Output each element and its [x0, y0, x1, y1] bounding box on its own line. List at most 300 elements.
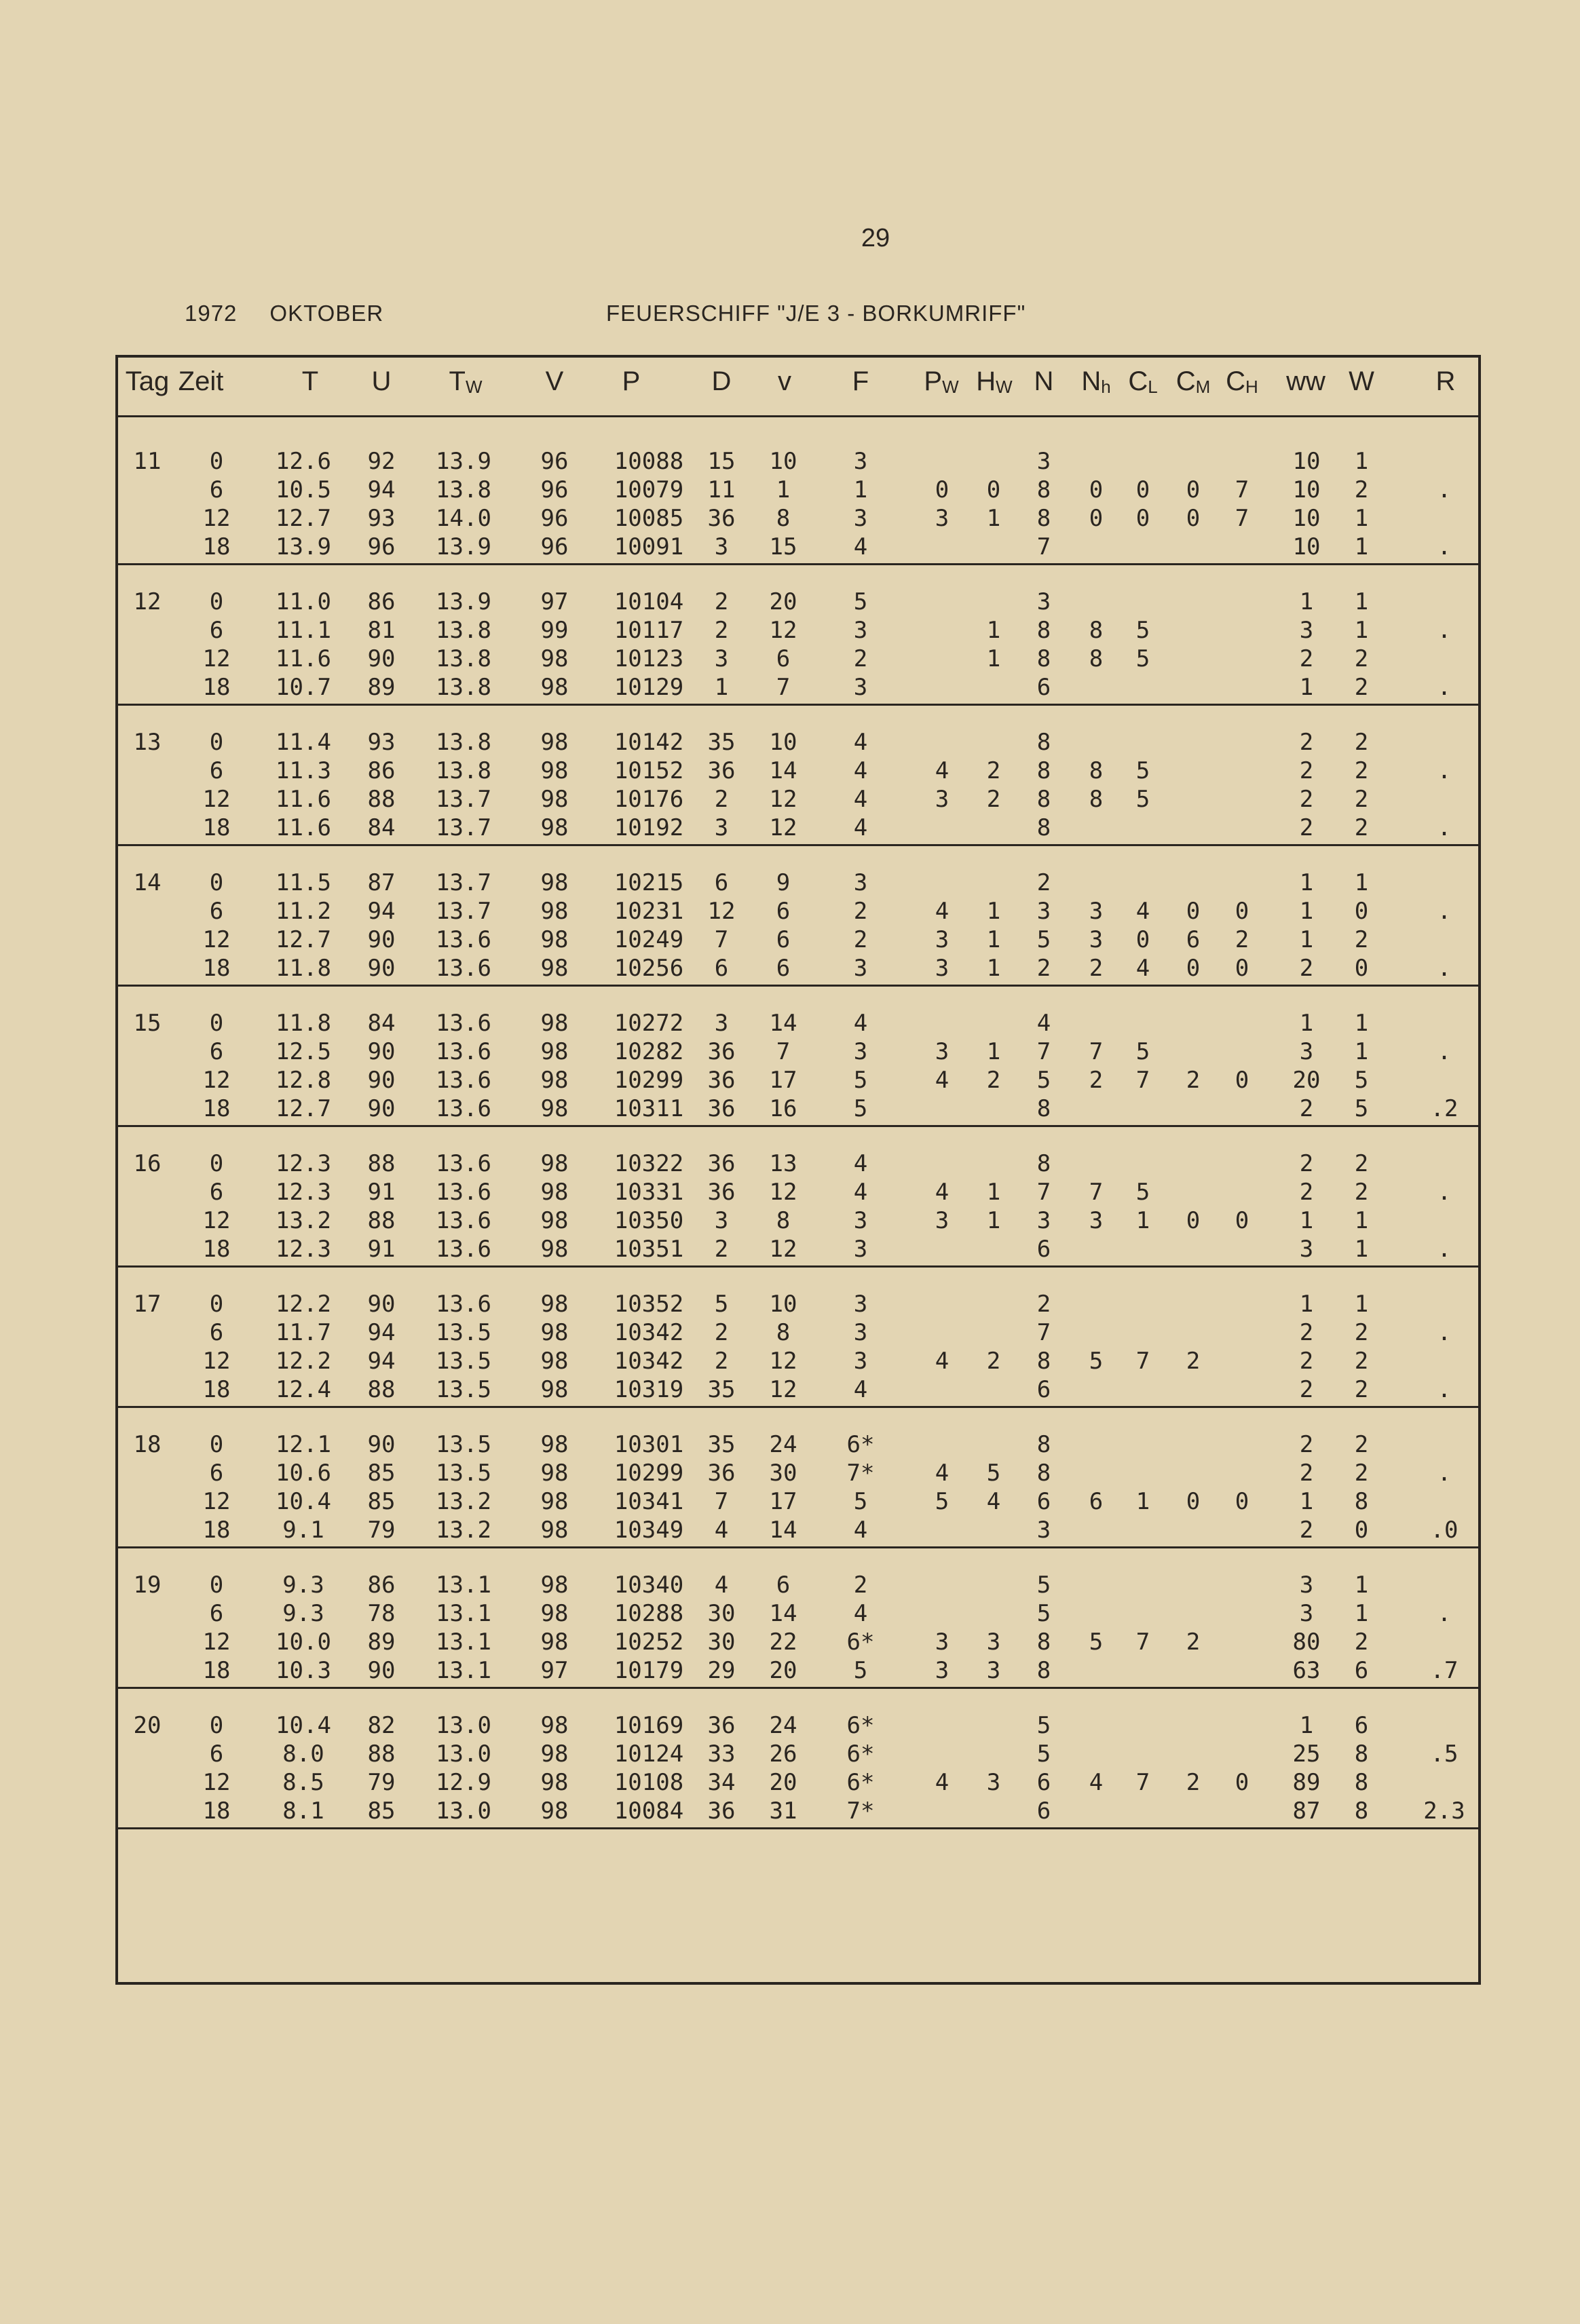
cell-zeit: 18 [202, 1236, 231, 1263]
cell-v: 99 [540, 617, 569, 644]
cell-zeit: 18 [202, 674, 231, 701]
cell-w: 5 [1354, 1067, 1369, 1094]
cell-cm: 2 [1186, 1348, 1201, 1375]
cell-t: 8.1 [282, 1797, 324, 1825]
day-divider [118, 1687, 1478, 1689]
day-divider [118, 1265, 1478, 1268]
cell-v: 13 [769, 1150, 797, 1177]
cell-f: 6* [846, 1712, 875, 1739]
cell-w: 2 [1354, 729, 1369, 756]
table-row [115, 533, 1481, 562]
cell-w: 6 [1354, 1712, 1369, 1739]
cell-nh: 6 [1089, 1488, 1104, 1515]
cell-ww: 2 [1299, 645, 1314, 672]
cell-v: 6 [776, 645, 791, 672]
cell-w: 2 [1354, 814, 1369, 841]
cell-ww: 2 [1299, 1348, 1314, 1375]
cell-tw: 13.6 [436, 1038, 491, 1065]
cell-w: 1 [1354, 588, 1369, 615]
table-row [115, 814, 1481, 843]
cell-v: 14 [769, 1517, 797, 1544]
cell-cl: 0 [1135, 505, 1150, 532]
cell-hw: 2 [986, 1348, 1001, 1375]
cell-v: 98 [540, 1460, 569, 1487]
table-row [115, 1348, 1481, 1376]
cell-tw: 13.8 [436, 617, 491, 644]
cell-v: 17 [769, 1488, 797, 1515]
cell-p: 10129 [614, 674, 684, 701]
cell-w: 2 [1354, 757, 1369, 784]
cell-p: 10322 [614, 1150, 684, 1177]
cell-v: 98 [540, 1600, 569, 1627]
cell-n: 7 [1036, 533, 1051, 560]
cell-cl: 7 [1135, 1769, 1150, 1796]
cell-p: 10085 [614, 505, 684, 532]
cell-hw: 4 [986, 1488, 1001, 1515]
day-number: 12 [133, 588, 162, 615]
cell-nh: 0 [1089, 476, 1104, 503]
cell-tw: 13.8 [436, 729, 491, 756]
cell-r: .0 [1430, 1517, 1459, 1544]
cell-pw: 5 [935, 1488, 949, 1515]
cell-ww: 1 [1299, 1712, 1314, 1739]
cell-zeit: 0 [209, 588, 224, 615]
cell-nh: 2 [1089, 1067, 1104, 1094]
cell-u: 86 [367, 757, 396, 784]
cell-cl: 7 [1135, 1628, 1150, 1656]
cell-d: 36 [707, 1460, 736, 1487]
cell-cl: 7 [1135, 1067, 1150, 1094]
cell-n: 3 [1036, 448, 1051, 475]
day-number: 18 [133, 1431, 162, 1458]
cell-v: 98 [540, 1207, 569, 1234]
cell-t: 9.3 [282, 1600, 324, 1627]
cell-ww: 10 [1292, 505, 1321, 532]
day-divider [118, 1125, 1478, 1127]
cell-v: 98 [540, 1517, 569, 1544]
cell-w: 1 [1354, 448, 1369, 475]
cell-d: 36 [707, 1095, 736, 1122]
cell-v: 96 [540, 533, 569, 560]
cell-d: 33 [707, 1740, 736, 1768]
header-divider [118, 415, 1478, 417]
cell-zeit: 12 [202, 645, 231, 672]
cell-v: 98 [540, 1179, 569, 1206]
cell-u: 91 [367, 1236, 396, 1263]
cell-u: 88 [367, 1740, 396, 1768]
cell-w: 1 [1354, 1600, 1369, 1627]
cell-v: 98 [540, 1571, 569, 1599]
cell-n: 6 [1036, 674, 1051, 701]
cell-f: 6* [846, 1628, 875, 1656]
cell-d: 34 [707, 1769, 736, 1796]
cell-u: 90 [367, 955, 396, 982]
cell-n: 5 [1036, 1740, 1051, 1768]
cell-ww: 2 [1299, 955, 1314, 982]
cell-w: 8 [1354, 1797, 1369, 1825]
table-row [115, 1038, 1481, 1067]
cell-u: 90 [367, 1095, 396, 1122]
cell-zeit: 18 [202, 1657, 231, 1684]
cell-n: 8 [1036, 1460, 1051, 1487]
column-header-tag: Tag [125, 366, 170, 396]
cell-d: 2 [714, 1319, 729, 1346]
cell-tw: 13.7 [436, 869, 491, 896]
day-divider [118, 704, 1478, 706]
cell-zeit: 0 [209, 869, 224, 896]
table-row [115, 674, 1481, 702]
cell-r: . [1437, 674, 1452, 701]
cell-t: 8.0 [282, 1740, 324, 1768]
cell-ww: 3 [1299, 1038, 1314, 1065]
cell-tw: 13.6 [436, 955, 491, 982]
cell-w: 5 [1354, 1095, 1369, 1122]
column-header-row [115, 366, 1481, 414]
cell-ww: 2 [1299, 786, 1314, 813]
cell-p: 10272 [614, 1010, 684, 1037]
cell-zeit: 18 [202, 1517, 231, 1544]
cell-w: 6 [1354, 1657, 1369, 1684]
cell-n: 5 [1036, 1712, 1051, 1739]
cell-n: 6 [1036, 1236, 1051, 1263]
cell-zeit: 12 [202, 1067, 231, 1094]
cell-w: 0 [1354, 898, 1369, 925]
cell-cm: 0 [1186, 898, 1201, 925]
cell-d: 36 [707, 1797, 736, 1825]
column-header-n: N [1034, 366, 1054, 396]
cell-cm: 2 [1186, 1628, 1201, 1656]
cell-tw: 13.1 [436, 1571, 491, 1599]
cell-p: 10299 [614, 1460, 684, 1487]
cell-p: 10117 [614, 617, 684, 644]
cell-t: 9.1 [282, 1517, 324, 1544]
table-row [115, 1095, 1481, 1124]
cell-t: 11.4 [276, 729, 331, 756]
cell-v: 10 [769, 1291, 797, 1318]
cell-v: 14 [769, 757, 797, 784]
cell-ww: 87 [1292, 1797, 1321, 1825]
cell-w: 1 [1354, 1571, 1369, 1599]
cell-t: 11.6 [276, 645, 331, 672]
cell-d: 30 [707, 1600, 736, 1627]
cell-f: 5 [853, 1657, 868, 1684]
cell-hw: 1 [986, 505, 1001, 532]
cell-hw: 3 [986, 1628, 1001, 1656]
cell-f: 1 [853, 476, 868, 503]
cell-p: 10124 [614, 1740, 684, 1768]
cell-pw: 3 [935, 505, 949, 532]
column-header-ww: ww [1286, 366, 1325, 396]
cell-zeit: 6 [209, 476, 224, 503]
cell-u: 82 [367, 1712, 396, 1739]
cell-v: 15 [769, 533, 797, 560]
cell-n: 6 [1036, 1797, 1051, 1825]
cell-f: 2 [853, 898, 868, 925]
cell-zeit: 6 [209, 617, 224, 644]
cell-n: 5 [1036, 1067, 1051, 1094]
cell-v: 98 [540, 1010, 569, 1037]
cell-nh: 2 [1089, 955, 1104, 982]
column-header-d: D [711, 366, 732, 396]
cell-p: 10331 [614, 1179, 684, 1206]
cell-tw: 13.6 [436, 926, 491, 953]
cell-zeit: 12 [202, 1628, 231, 1656]
cell-d: 2 [714, 617, 729, 644]
cell-v: 6 [776, 926, 791, 953]
cell-cl: 5 [1135, 1179, 1150, 1206]
cell-v: 6 [776, 1571, 791, 1599]
cell-tw: 13.6 [436, 1067, 491, 1094]
table-row [115, 1488, 1481, 1517]
cell-zeit: 0 [209, 1150, 224, 1177]
cell-u: 90 [367, 1291, 396, 1318]
cell-t: 11.3 [276, 757, 331, 784]
day-number: 11 [133, 448, 162, 475]
cell-p: 10350 [614, 1207, 684, 1234]
cell-d: 4 [714, 1517, 729, 1544]
cell-d: 35 [707, 1431, 736, 1458]
cell-cl: 4 [1135, 955, 1150, 982]
column-header-t: T [301, 366, 319, 396]
day-divider [118, 844, 1478, 846]
cell-ch: 0 [1235, 1488, 1249, 1515]
cell-f: 4 [853, 1010, 868, 1037]
cell-v: 8 [776, 1207, 791, 1234]
cell-zeit: 18 [202, 955, 231, 982]
cell-ww: 1 [1299, 898, 1314, 925]
cell-nh: 4 [1089, 1769, 1104, 1796]
cell-v: 98 [540, 1740, 569, 1768]
cell-cl: 4 [1135, 898, 1150, 925]
column-header-cm: $C_M$ [1175, 366, 1211, 397]
cell-zeit: 6 [209, 1460, 224, 1487]
cell-hw: 2 [986, 757, 1001, 784]
cell-v: 98 [540, 1236, 569, 1263]
cell-f: 3 [853, 955, 868, 982]
cell-u: 91 [367, 1179, 396, 1206]
cell-pw: 4 [935, 1769, 949, 1796]
cell-p: 10341 [614, 1488, 684, 1515]
cell-ww: 1 [1299, 1010, 1314, 1037]
cell-u: 90 [367, 645, 396, 672]
cell-v: 7 [776, 1038, 791, 1065]
cell-w: 8 [1354, 1740, 1369, 1768]
cell-u: 90 [367, 1657, 396, 1684]
cell-tw: 13.6 [436, 1095, 491, 1122]
cell-cl: 1 [1135, 1207, 1150, 1234]
cell-nh: 8 [1089, 617, 1104, 644]
cell-v: 20 [769, 1769, 797, 1796]
cell-t: 12.7 [276, 1095, 331, 1122]
cell-w: 2 [1354, 1628, 1369, 1656]
cell-w: 2 [1354, 1376, 1369, 1403]
cell-p: 10079 [614, 476, 684, 503]
cell-r: . [1437, 1460, 1452, 1487]
table-row [115, 898, 1481, 926]
cell-w: 2 [1354, 476, 1369, 503]
cell-v: 8 [776, 505, 791, 532]
table-row [115, 617, 1481, 645]
cell-hw: 1 [986, 1179, 1001, 1206]
cell-cm: 2 [1186, 1067, 1201, 1094]
cell-u: 79 [367, 1517, 396, 1544]
table-row [115, 1657, 1481, 1685]
cell-v: 98 [540, 1376, 569, 1403]
cell-p: 10179 [614, 1657, 684, 1684]
table-row [115, 1600, 1481, 1628]
cell-v: 12 [769, 814, 797, 841]
table-row [115, 505, 1481, 533]
cell-d: 36 [707, 757, 736, 784]
cell-zeit: 6 [209, 1600, 224, 1627]
cell-v: 16 [769, 1095, 797, 1122]
cell-w: 1 [1354, 1291, 1369, 1318]
cell-w: 1 [1354, 617, 1369, 644]
cell-d: 36 [707, 1067, 736, 1094]
cell-t: 9.3 [282, 1571, 324, 1599]
header-date [185, 301, 383, 326]
cell-t: 10.3 [276, 1657, 331, 1684]
cell-nh: 8 [1089, 645, 1104, 672]
cell-d: 2 [714, 588, 729, 615]
cell-u: 84 [367, 1010, 396, 1037]
cell-tw: 13.5 [436, 1348, 491, 1375]
cell-t: 12.3 [276, 1179, 331, 1206]
cell-f: 6* [846, 1431, 875, 1458]
cell-w: 2 [1354, 1150, 1369, 1177]
day-divider [118, 1546, 1478, 1548]
cell-nh: 3 [1089, 926, 1104, 953]
cell-d: 6 [714, 955, 729, 982]
cell-d: 3 [714, 1207, 729, 1234]
cell-tw: 13.2 [436, 1517, 491, 1544]
cell-v: 98 [540, 786, 569, 813]
cell-ww: 2 [1299, 1376, 1314, 1403]
column-header-zeit: Zeit [178, 366, 224, 396]
table-row [115, 786, 1481, 814]
cell-ww: 1 [1299, 869, 1314, 896]
cell-v: 98 [540, 1095, 569, 1122]
cell-t: 12.7 [276, 926, 331, 953]
cell-v: 98 [540, 729, 569, 756]
cell-u: 88 [367, 1150, 396, 1177]
table-row [115, 1517, 1481, 1545]
day-divider [118, 985, 1478, 987]
cell-nh: 8 [1089, 757, 1104, 784]
cell-u: 93 [367, 729, 396, 756]
cell-zeit: 6 [209, 898, 224, 925]
cell-t: 13.9 [276, 533, 331, 560]
cell-tw: 13.5 [436, 1431, 491, 1458]
cell-ww: 89 [1292, 1769, 1321, 1796]
cell-r: . [1437, 1376, 1452, 1403]
cell-w: 2 [1354, 786, 1369, 813]
cell-u: 90 [367, 1431, 396, 1458]
cell-hw: 3 [986, 1769, 1001, 1796]
cell-ww: 2 [1299, 757, 1314, 784]
cell-d: 3 [714, 533, 729, 560]
cell-d: 2 [714, 1348, 729, 1375]
cell-n: 2 [1036, 869, 1051, 896]
cell-r: . [1437, 814, 1452, 841]
cell-r: . [1437, 1179, 1452, 1206]
cell-tw: 13.0 [436, 1740, 491, 1768]
cell-p: 10249 [614, 926, 684, 953]
cell-f: 4 [853, 1600, 868, 1627]
cell-p: 10091 [614, 533, 684, 560]
cell-tw: 13.6 [436, 1150, 491, 1177]
cell-r: .2 [1430, 1095, 1459, 1122]
cell-r: . [1437, 617, 1452, 644]
cell-t: 12.4 [276, 1376, 331, 1403]
cell-f: 3 [853, 1319, 868, 1346]
cell-f: 3 [853, 1348, 868, 1375]
cell-pw: 3 [935, 926, 949, 953]
table-row [115, 955, 1481, 983]
cell-w: 8 [1354, 1769, 1369, 1796]
cell-zeit: 0 [209, 448, 224, 475]
cell-zeit: 18 [202, 1376, 231, 1403]
table-row [115, 588, 1481, 617]
cell-ww: 2 [1299, 1150, 1314, 1177]
cell-tw: 13.8 [436, 674, 491, 701]
cell-v: 98 [540, 1431, 569, 1458]
cell-w: 8 [1354, 1488, 1369, 1515]
cell-ww: 63 [1292, 1657, 1321, 1684]
cell-u: 87 [367, 869, 396, 896]
cell-d: 15 [707, 448, 736, 475]
cell-f: 4 [853, 729, 868, 756]
cell-t: 11.7 [276, 1319, 331, 1346]
cell-pw: 0 [935, 476, 949, 503]
cell-n: 8 [1036, 1348, 1051, 1375]
cell-nh: 3 [1089, 898, 1104, 925]
cell-t: 11.6 [276, 786, 331, 813]
cell-ww: 1 [1299, 1488, 1314, 1515]
table-row [115, 448, 1481, 476]
cell-ww: 2 [1299, 729, 1314, 756]
cell-zeit: 12 [202, 505, 231, 532]
cell-tw: 13.7 [436, 898, 491, 925]
column-header-tw: $T_W$ [449, 366, 483, 397]
table-row [115, 869, 1481, 898]
cell-t: 12.3 [276, 1150, 331, 1177]
cell-u: 81 [367, 617, 396, 644]
table-row [115, 1319, 1481, 1348]
cell-tw: 13.2 [436, 1488, 491, 1515]
cell-d: 3 [714, 645, 729, 672]
table-row [115, 926, 1481, 955]
cell-t: 12.2 [276, 1348, 331, 1375]
cell-n: 7 [1036, 1179, 1051, 1206]
cell-u: 85 [367, 1797, 396, 1825]
cell-p: 10319 [614, 1376, 684, 1403]
cell-tw: 13.8 [436, 476, 491, 503]
table-row [115, 1291, 1481, 1319]
cell-n: 8 [1036, 645, 1051, 672]
cell-d: 35 [707, 1376, 736, 1403]
cell-zeit: 6 [209, 1179, 224, 1206]
cell-nh: 7 [1089, 1179, 1104, 1206]
cell-r: .7 [1430, 1657, 1459, 1684]
cell-tw: 13.6 [436, 1291, 491, 1318]
cell-n: 5 [1036, 1600, 1051, 1627]
cell-tw: 12.9 [436, 1769, 491, 1796]
cell-v: 17 [769, 1067, 797, 1094]
cell-p: 10088 [614, 448, 684, 475]
cell-w: 2 [1354, 1431, 1369, 1458]
cell-ch: 7 [1235, 505, 1249, 532]
